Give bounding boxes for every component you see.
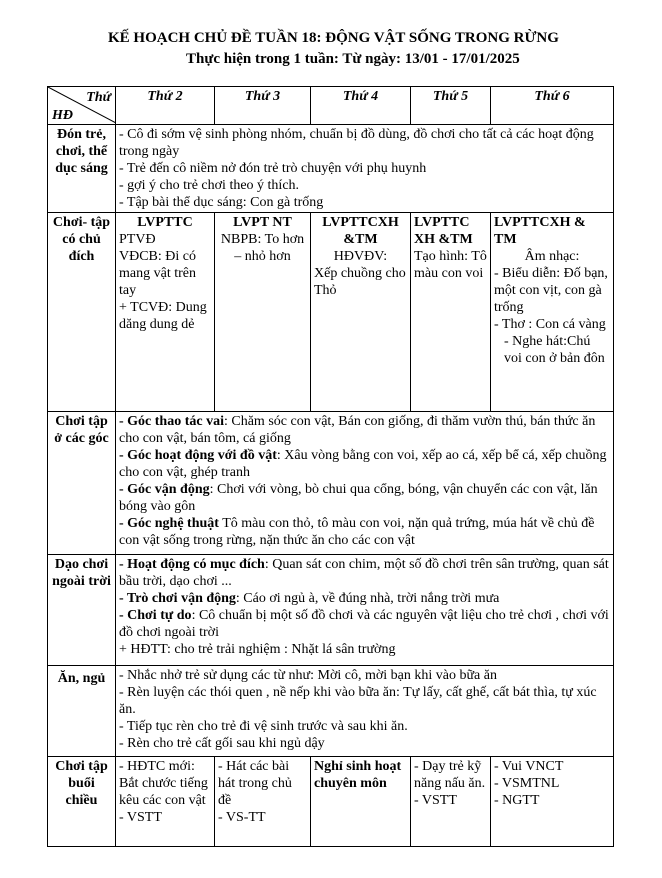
cell-line: - Nghe hát:Chú voi con ở bản đôn <box>504 334 605 366</box>
cell-line: Xếp chuồng cho Thỏ <box>314 266 406 298</box>
cell-line: - Vui VNCT <box>494 759 564 774</box>
cell-buoi-chieu-thu3 <box>215 757 311 847</box>
corner-activity-label: HĐ <box>52 108 73 123</box>
list-item <box>119 607 610 641</box>
cell-line: - VS-TT <box>218 810 266 825</box>
cell-buoi-chieu-thu2 <box>116 757 215 847</box>
list-item: - Rèn luyện các thói quen , nề nếp khi vào bữa ăn: Tự lấy, cất ghế, cất bát thìa, tự xúc ăn. <box>119 685 597 717</box>
cell-line: - Thơ : Con cá vàng <box>494 317 606 332</box>
cell-line: - HĐTC mới: Bắt chước tiếng kêu các con vật <box>119 759 208 808</box>
list-item: - Cô đi sớm vệ sinh phòng nhóm, chuẩn bị đồ dùng, đồ chơi cho tất cả các hoạt động trong ngày <box>119 127 594 159</box>
cell-line: Âm nhạc: <box>524 249 580 264</box>
cell-line: HĐVĐV: <box>333 249 388 264</box>
domain-heading: LVPT NT <box>233 215 292 230</box>
cell-line: + TCVĐ: Dung dăng dung dẻ <box>119 300 207 332</box>
list-item <box>119 515 610 549</box>
day-header-thu3: Thứ 3 <box>215 87 311 125</box>
activity-label-buoi-chieu: Chơi tập buổi chiều <box>48 757 116 847</box>
domain-heading: LVPTTC <box>137 215 193 230</box>
cell-line: - Biểu diễn: Đố bạn, một con vịt, con gà trống <box>494 266 608 315</box>
weekly-plan-table <box>47 86 614 847</box>
activity-label-dao-choi: Dạo chơi ngoài trời <box>48 555 116 666</box>
list-item: - Tập bài thể dục sáng: Con gà trống <box>119 195 324 210</box>
corner-day-label: Thứ <box>86 90 111 105</box>
document-subtitle: Thực hiện trong 1 tuần: Từ ngày: 13/01 - 17/01/2025 <box>186 51 520 67</box>
content-don-tre <box>116 125 614 213</box>
list-item: - Trẻ đến cô niềm nở đón trẻ trò chuyện với phụ huynh <box>119 161 427 176</box>
header-row <box>48 87 614 125</box>
cell-line: Nghỉ sinh hoạt chuyên môn <box>314 759 402 791</box>
row-an-ngu <box>48 666 614 757</box>
list-item: - Nhắc nhở trẻ sử dụng các từ như: Mời cô, mời bạn khi vào bữa ăn <box>119 668 497 683</box>
cell-line: VĐCB: Đi có mang vật trên tay <box>119 249 196 298</box>
activity-label-choi-tap: Chơi- tập có chủ đích <box>48 213 116 412</box>
cell-line: PTVĐ <box>119 232 156 247</box>
corner-text: : Chơi với vòng, bò chui qua cổng, bóng, vận chuyển các con vật, lăn bóng vào gôn <box>119 482 598 514</box>
cell-buoi-chieu-thu4 <box>311 757 411 847</box>
corner-name: - Góc hoạt động với đồ vật <box>119 448 277 463</box>
activity-label-choi-goc: Chơi tập ở các góc <box>48 412 116 555</box>
cell-choi-tap-thu5 <box>411 213 491 412</box>
corner-text: : Chăm sóc con vật, Bán con giống, đi thăm vườn thú, bán thức ăn cho con vật, bán tôm, cá giống <box>119 414 596 446</box>
cell-choi-tap-thu4 <box>311 213 411 412</box>
list-item <box>119 590 610 607</box>
cell-choi-tap-thu2 <box>116 213 215 412</box>
cell-line: - Hát các bài hát trong chủ đề <box>218 759 292 808</box>
item-name: - Chơi tự do <box>119 608 192 623</box>
cell-line: - NGTT <box>494 793 540 808</box>
corner-cell <box>48 87 116 125</box>
cell-line: - VSTT <box>119 810 162 825</box>
day-header-thu6: Thứ 6 <box>491 87 614 125</box>
cell-choi-tap-thu3 <box>215 213 311 412</box>
cell-line: - VSTT <box>414 793 457 808</box>
day-header-thu2: Thứ 2 <box>116 87 215 125</box>
item-name: - Trò chơi vận động <box>119 591 236 606</box>
list-item: + HĐTT: cho trẻ trải nghiệm : Nhặt lá sân trường <box>119 642 396 657</box>
cell-buoi-chieu-thu6 <box>491 757 614 847</box>
domain-heading: LVPTTC XH &TM <box>414 215 473 247</box>
row-don-tre <box>48 125 614 213</box>
activity-label-don-tre: Đón trẻ, chơi, thể dục sáng <box>48 125 116 213</box>
item-name: - Hoạt động có mục đích <box>119 557 265 572</box>
document-title: KẾ HOẠCH CHỦ ĐỀ TUẦN 18: ĐỘNG VẬT SỐNG TRONG RỪNG <box>108 30 559 46</box>
cell-buoi-chieu-thu5 <box>411 757 491 847</box>
cell-line: - VSMTNL <box>494 776 560 791</box>
row-buoi-chieu <box>48 757 614 847</box>
list-item <box>119 413 610 447</box>
list-item <box>119 481 610 515</box>
cell-line: Tạo hình: Tô màu con voi <box>414 249 487 281</box>
list-item: - Rèn cho trẻ cất gối sau khi ngủ dậy <box>119 736 325 751</box>
domain-heading: LVPTTCXH &TM <box>322 215 399 247</box>
corner-text: : Xâu vòng bằng con voi, xếp ao cá, xếp bể cá, xếp chuồng cho con vật, ghép tranh <box>119 448 607 480</box>
row-choi-goc <box>48 412 614 555</box>
list-item: - gợi ý cho trẻ chơi theo ý thích. <box>119 178 300 193</box>
content-choi-goc <box>116 412 614 555</box>
content-an-ngu <box>116 666 614 757</box>
cell-choi-tap-thu6 <box>491 213 614 412</box>
item-text: : Cáo ơi ngủ à, về đúng nhà, trời nắng trời mưa <box>235 591 500 606</box>
cell-line: NBPB: To hơn – nhỏ hơn <box>220 232 305 264</box>
content-dao-choi <box>116 555 614 666</box>
cell-line: - Dạy trẻ kỹ năng nấu ăn. <box>414 759 486 791</box>
item-text: : Cô chuẩn bị một số đồ chơi và các nguyên vật liệu cho trẻ chơi , chơi với đồ chơi ngoài trời <box>119 608 609 640</box>
list-item <box>119 556 610 590</box>
item-text: : Quan sát con chim, một số đồ chơi trên sân trường, quan sát bầu trời, dạo chơi ... <box>119 557 609 589</box>
day-header-thu5: Thứ 5 <box>411 87 491 125</box>
row-choi-tap <box>48 213 614 412</box>
list-item <box>119 447 610 481</box>
corner-text: Tô màu con thỏ, tô màu con voi, nặn quả trứng, múa hát về chủ đề con vật sống trong rừng, nặn thức ăn cho các con vật <box>119 516 595 548</box>
list-item: - Tiếp tục rèn cho trẻ đi vệ sinh trước và sau khi ăn. <box>119 719 408 734</box>
corner-name: - Góc vận động <box>119 482 210 497</box>
day-header-thu4: Thứ 4 <box>311 87 411 125</box>
domain-heading: LVPTTCXH & TM <box>494 215 586 247</box>
corner-name: - Góc nghệ thuật <box>119 516 219 531</box>
row-dao-choi <box>48 555 614 666</box>
activity-label-an-ngu: Ăn, ngủ <box>48 666 116 757</box>
corner-name: - Góc thao tác vai <box>119 414 224 429</box>
